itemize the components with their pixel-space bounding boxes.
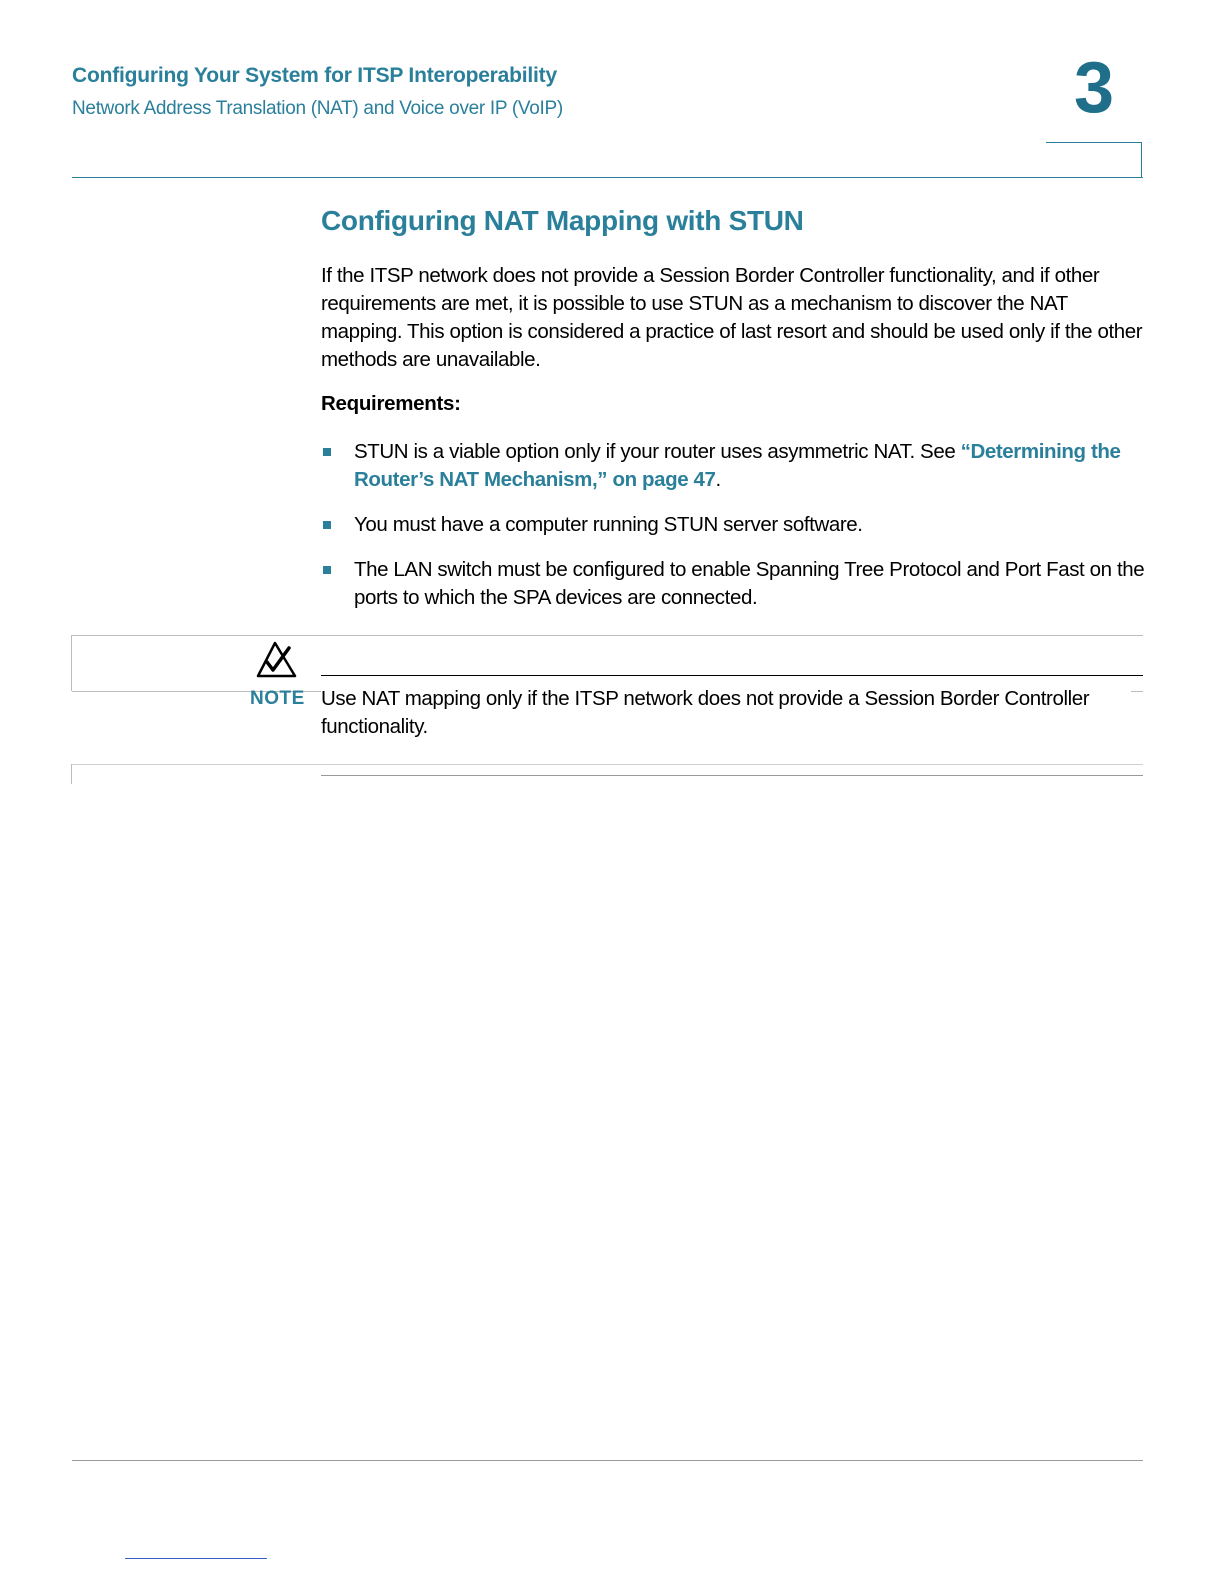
chapter-number: 3: [1073, 48, 1115, 128]
list-item: [321, 511, 1151, 539]
list-item-text: The LAN switch must be configured to enable Spanning Tree Protocol and Port Fast on the ports to which the SPA devices are connected.: [354, 558, 1145, 609]
note-rule: [321, 675, 1143, 676]
square-bullet-icon: [323, 448, 331, 456]
list-item: [321, 556, 1151, 612]
footer-link-underline: [125, 1558, 267, 1559]
chapter-title: Configuring Your System for ITSP Interoperability: [72, 64, 557, 87]
checkmark-note-icon: [255, 640, 299, 680]
note-bottom-border: [72, 764, 1143, 765]
chapter-tab-right-border: [1141, 142, 1142, 178]
cross-reference-link[interactable]: “Determining the Router’s NAT Mechanism,” on page 47: [354, 440, 1121, 491]
requirements-heading: Requirements:: [321, 392, 461, 415]
chapter-tab-top-border: [1046, 142, 1142, 143]
note-top-border: [72, 635, 1143, 636]
list-item-text: You must have a computer running STUN server software.: [354, 513, 863, 536]
note-bottom-rule: [321, 775, 1143, 776]
section-title: Configuring NAT Mapping with STUN: [321, 205, 804, 236]
square-bullet-icon: [323, 521, 331, 529]
list-item-punctuation: .: [715, 468, 721, 491]
intro-paragraph: If the ITSP network does not provide a Session Border Controller functionality, and if other requirements are met, it is possible to use STUN as a mechanism to discover the NAT mapping. This option is considered a practice of last resort and should be used only if the other methods are unavailable.: [321, 264, 1143, 371]
note-label: NOTE: [250, 688, 305, 709]
note-left-border: [71, 635, 72, 691]
header-divider: [72, 177, 1143, 178]
note-left-border-bottom: [71, 764, 72, 784]
section-subtitle: Network Address Translation (NAT) and Voice over IP (VoIP): [72, 98, 563, 119]
note-text: Use NAT mapping only if the ITSP network does not provide a Session Border Controller functionality.: [321, 685, 1131, 741]
square-bullet-icon: [323, 566, 331, 574]
list-item-text: STUN is a viable option only if your router uses asymmetric NAT. See: [354, 440, 961, 463]
requirements-list: [321, 438, 1151, 629]
list-item: [321, 438, 1151, 494]
footer-divider: [72, 1460, 1143, 1461]
